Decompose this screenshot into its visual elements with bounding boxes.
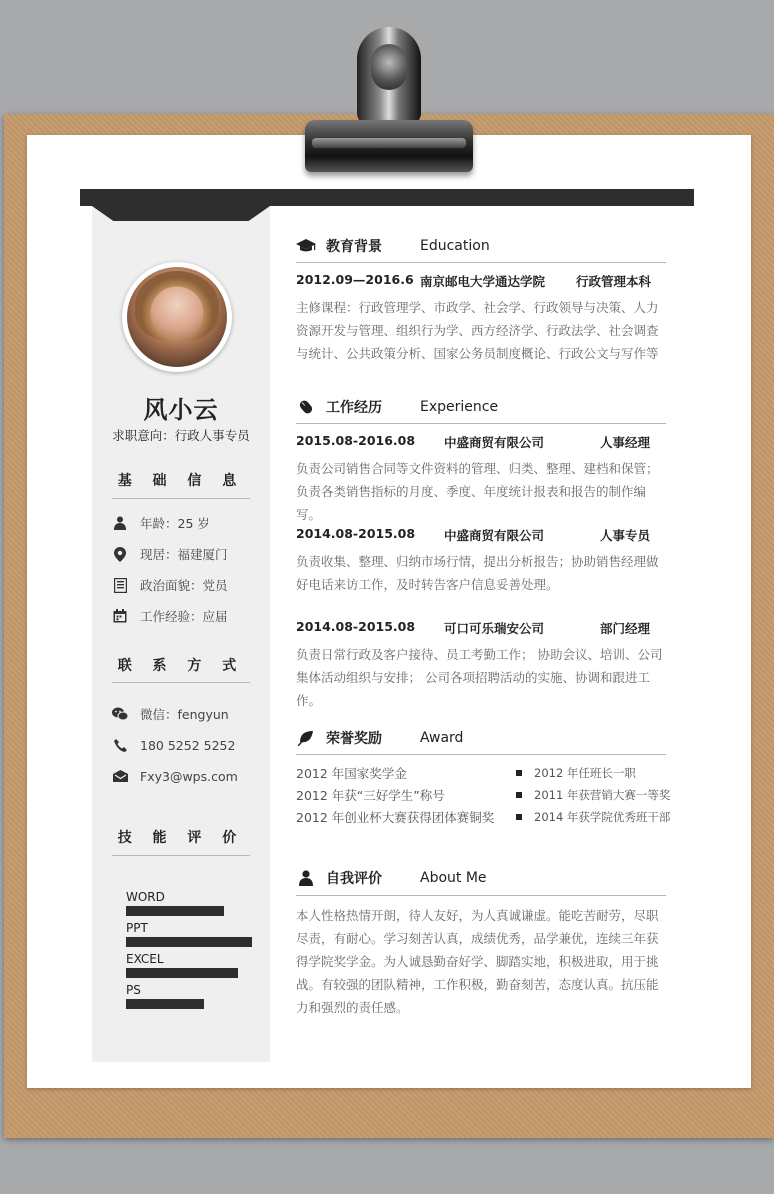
person-icon: [112, 515, 128, 531]
basic-info-divider: [112, 498, 250, 499]
basic-info-title: 基 础 信 息: [117, 473, 245, 489]
contact-wechat-text: 微信：fengyun: [140, 707, 229, 722]
skill-bar-ps: [126, 999, 204, 1009]
education-title-cn: 教育背景: [326, 239, 382, 255]
bullet-square-icon: [516, 770, 522, 776]
about-header: [296, 867, 487, 889]
award-divider: [296, 754, 666, 755]
skill-label-word: WORD: [126, 890, 165, 904]
job-1-desc: 负责公司销售合同等文件资料的管理、归类、整理、建档和保管；负责各类销售指标的月度、季度、年度统计报表和报告的制作编写。: [296, 461, 659, 522]
education-divider: [296, 262, 666, 263]
binder-clip-lip: [312, 138, 466, 148]
skill-bar-ppt: [126, 937, 252, 947]
leaf-icon: [296, 730, 316, 746]
education-title-en: Education: [420, 238, 490, 254]
avatar-photo: [127, 267, 227, 367]
education-school: 南京邮电大学通达学院: [420, 274, 546, 289]
education-header: [296, 235, 490, 257]
work-divider: [296, 423, 666, 424]
about-text: 本人性格热情开朗，待人友好，为人真诚谦虚。能吃苦耐劳，尽职尽责，有耐心。学习刻苦认真，成绩优秀，品学兼优，连续三年获得学院奖学金。为人诚恳勤奋好学、脚踏实地，积极进取，用于挑战。有较强的团队精神，工作积极，勤奋刻苦，态度认真。抗压能力和强烈的责任感。: [296, 908, 659, 1015]
contact-email-text: Fxy3@wps.com: [140, 768, 238, 784]
bullet-square-icon: [516, 814, 522, 820]
award-header: [296, 727, 463, 749]
phone-icon: [112, 737, 128, 753]
work-header: [296, 396, 498, 418]
award-right-3-text: 2014 年获学院优秀班干部: [534, 810, 671, 824]
calendar-icon: [112, 608, 128, 624]
contact-phone-text: 180 5252 5252: [140, 737, 236, 753]
about-title-cn: 自我评价: [326, 871, 382, 887]
graduation-cap-icon: [296, 238, 316, 254]
bullet-square-icon: [516, 792, 522, 798]
job-2-role: 人事专员: [600, 528, 651, 543]
skill-label-ppt: PPT: [126, 921, 148, 935]
job-2-company: 中盛商贸有限公司: [444, 528, 545, 543]
about-title-en: About Me: [420, 870, 487, 886]
job-1-role: 人事经理: [600, 435, 651, 450]
basic-info-location: [112, 545, 228, 563]
job-2-desc: 负责收集、整理、归纳市场行情，提出分析报告；协助销售经理做好电话来访工作，及时转告客户信息妥善处理。: [296, 554, 659, 592]
contact-phone: [112, 736, 235, 754]
contact-wechat: [112, 705, 229, 723]
wechat-icon: [112, 706, 128, 722]
candidate-name: 风小云: [143, 396, 219, 424]
skills-divider: [112, 855, 250, 856]
award-title-cn: 荣誉奖励: [326, 731, 382, 747]
skill-bar-word: [126, 906, 224, 916]
job-3-company: 可口可乐瑞安公司: [444, 621, 545, 636]
about-divider: [296, 895, 666, 896]
skill-bar-excel: [126, 968, 238, 978]
header-tab: [92, 206, 270, 221]
job-intent: 求职意向：行政人事专员: [112, 428, 250, 443]
location-pin-icon: [112, 546, 128, 562]
job-2-period: 2014.08-2015.08: [296, 526, 416, 541]
work-title-cn: 工作经历: [326, 400, 382, 416]
contact-divider: [112, 682, 250, 683]
skill-label-ps: PS: [126, 983, 141, 997]
award-right-2: [516, 787, 670, 803]
skill-label-excel: EXCEL: [126, 952, 164, 966]
user-icon: [296, 870, 316, 886]
basic-info-age-text: 年龄：25 岁: [140, 516, 210, 531]
contact-email: [112, 767, 238, 785]
award-right-3: [516, 809, 670, 825]
education-degree: 行政管理本科: [576, 274, 652, 289]
award-left-1: 2012 年国家奖学金: [296, 766, 407, 781]
education-period: 2012.09—2016.6: [296, 272, 414, 287]
binder-clip-hole: [371, 44, 407, 90]
education-courses: 主修课程：行政管理学、市政学、社会学、行政领导与决策、人力资源开发与管理、组织行为学、西方经济学、行政法学、社会调查与统计、公共政策分析、国家公务员制度概论、行政公文与写作等: [296, 300, 659, 361]
basic-info-experience-text: 工作经验：应届: [140, 609, 228, 624]
award-left-3: 2012 年创业杯大赛获得团体赛铜奖: [296, 810, 495, 825]
award-right-1: [516, 765, 636, 781]
basic-info-politics-text: 政治面貌：党员: [140, 578, 228, 593]
document-icon: [112, 577, 128, 593]
award-title-en: Award: [420, 730, 464, 746]
job-3-role: 部门经理: [600, 621, 651, 636]
job-1-period: 2015.08-2016.08: [296, 433, 416, 448]
work-title-en: Experience: [420, 399, 499, 415]
mouse-icon: [296, 399, 316, 415]
avatar: [122, 262, 232, 372]
avatar-hair: [135, 271, 219, 341]
award-right-1-text: 2012 年任班长一职: [534, 766, 636, 780]
job-3-desc: 负责日常行政及客户接待、员工考勤工作； 协助会议、培训、公司集体活动组织与安排； 公司各项招聘活动的实施、协调和跟进工作。: [296, 647, 663, 708]
job-1-company: 中盛商贸有限公司: [444, 435, 545, 450]
mail-icon: [112, 768, 128, 784]
award-right-2-text: 2011 年获营销大赛一等奖: [534, 788, 671, 802]
skills-title: 技 能 评 价: [117, 830, 245, 846]
basic-info-experience: [112, 607, 228, 625]
contact-title: 联 系 方 式: [117, 658, 245, 674]
basic-info-location-text: 现居：福建厦门: [140, 547, 228, 562]
header-bar: [80, 189, 694, 206]
award-left-2: 2012 年获“三好学生”称号: [296, 788, 445, 803]
basic-info-politics: [112, 576, 228, 594]
basic-info-age: [112, 514, 210, 532]
job-3-period: 2014.08-2015.08: [296, 619, 416, 634]
